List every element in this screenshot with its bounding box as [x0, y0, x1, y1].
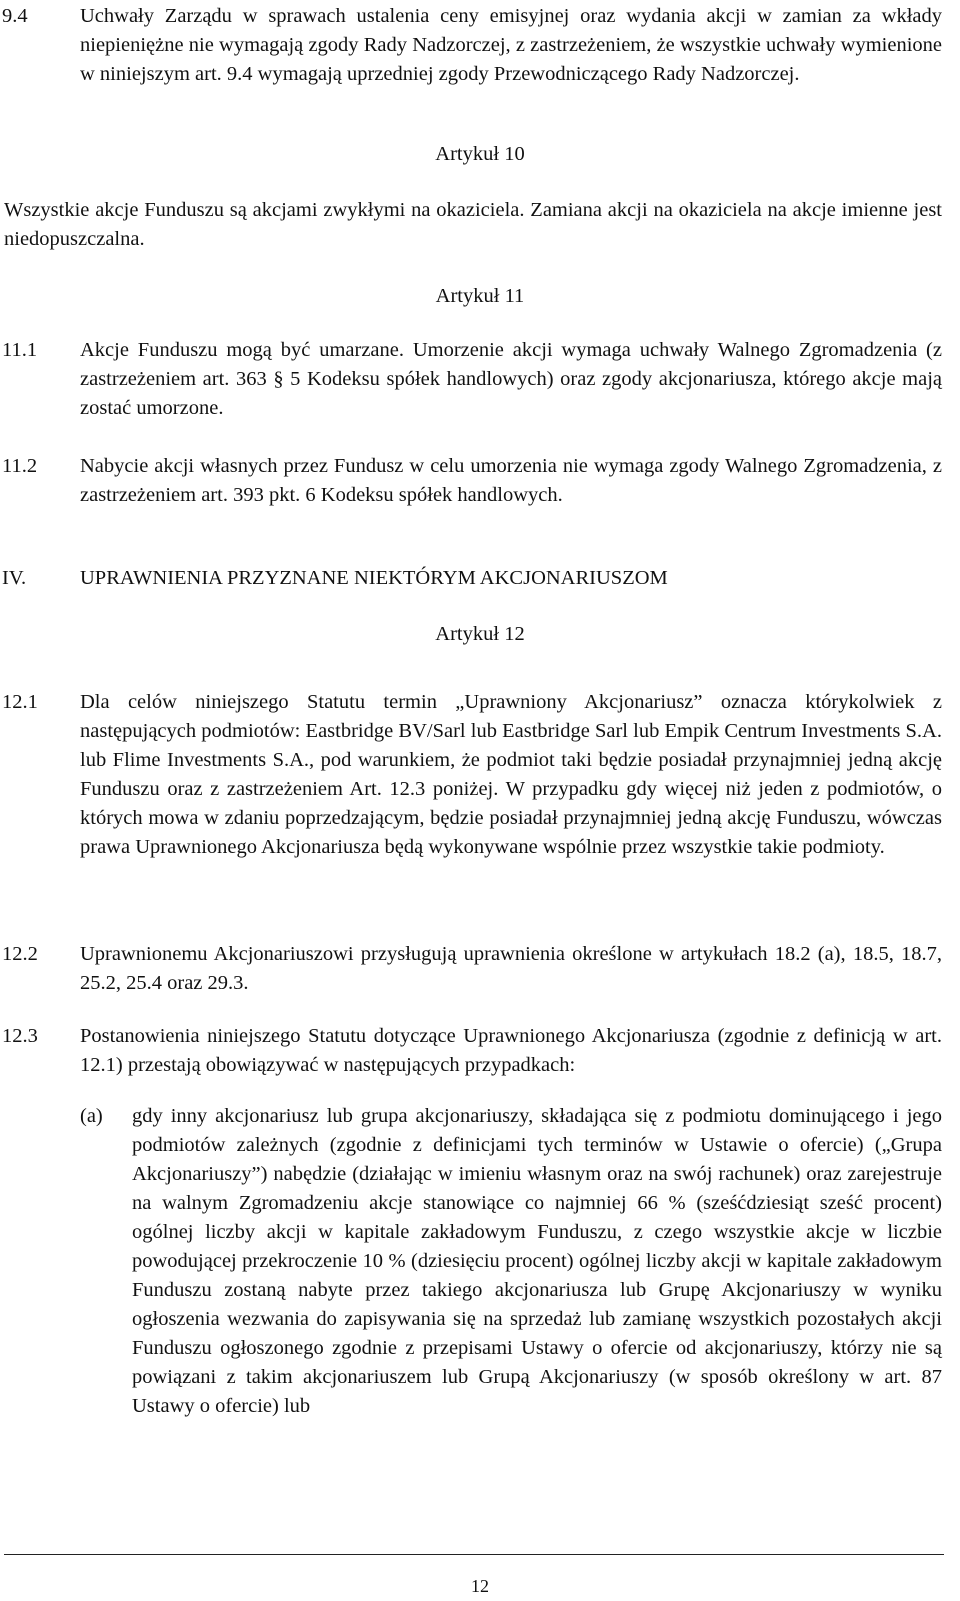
paragraph-12-3: [0, 1022, 960, 1080]
paragraph-number: 9.4: [2, 5, 28, 27]
subparagraph-a: [80, 1102, 942, 1421]
article-10-text: [0, 196, 960, 254]
paragraph-text: Uchwały Zarządu w sprawach ustalenia ceny emisyjnej oraz wydania akcji w zamian za wkłady niepieniężne nie wymagają zgody Rady Nadzorczej, z zastrzeżeniem, że wszystkie uchwały wymienione w niniejszym art. 9.4 wymagają uprzedniej zgody Przewodniczącego Rady Nadzorczej.: [80, 5, 942, 85]
paragraph-text: Wszystkie akcje Funduszu są akcjami zwykłymi na okaziciela. Zamiana akcji na okaziciela na akcje imienne jest niedopuszczalna.: [4, 199, 942, 250]
article-12-heading: Artykuł 12: [435, 623, 525, 645]
subparagraph-text: gdy inny akcjonariusz lub grupa akcjonariuszy, składająca się z podmiotu dominującego i jego podmiotów zależnych (zgodnie z definicjami tych terminów w Ustawie o ofercie) („Grupa Akcjonariuszy”) nabędzie (działając w imieniu własnym oraz na swój rachunek) oraz zarejestruje na walnym Zgromadzeniu akcje stanowiące co najmniej 66 % (sześćdziesiąt sześć procent) ogólnej liczby akcji w kapitale zakładowym Funduszu, z czego wszystkie akcje w liczbie powodującej przekroczenie 10 % (dziesięciu procent) ogólnej liczby akcji w kapitale zakładowym Funduszu zostaną nabyte przez takiego akcjonariusza lub Grupę Akcjonariuszy w wyniku ogłoszenia wezwania do zapisywania się na sprzedaż lub zamianę wszystkich pozostałych akcji Funduszu ogłoszonego zgodnie z przepisami Ustawy o ofercie od akcjonariuszy, którzy nie są powiązani z takim akcjonariuszem lub Grupą Akcjonariuszy (w sposób określony w art. 87 Ustawy o ofercie) lub: [132, 1105, 942, 1417]
page-number: 12: [471, 1576, 489, 1596]
footer-divider: [4, 1554, 944, 1555]
paragraph-text: Akcje Funduszu mogą być umarzane. Umorzenie akcji wymaga uchwały Walnego Zgromadzenia (z zastrzeżeniem art. 363 § 5 Kodeksu spółek handlowych) oraz zgody akcjonariusza, którego akcje mają zostać umorzone.: [80, 339, 942, 419]
subparagraph-letter: (a): [80, 1105, 103, 1127]
section-title: UPRAWNIENIA PRZYZNANE NIEKTÓRYM AKCJONARIUSZOM: [80, 567, 668, 589]
section-number: IV.: [2, 567, 27, 589]
paragraph-11-2: [0, 452, 960, 510]
paragraph-number: 12.2: [2, 943, 38, 965]
paragraph-text: Nabycie akcji własnych przez Fundusz w celu umorzenia nie wymaga zgody Walnego Zgromadzenia, z zastrzeżeniem art. 393 pkt. 6 Kodeksu spółek handlowych.: [80, 455, 942, 506]
paragraph-number: 12.1: [2, 691, 38, 713]
paragraph-number: 11.2: [2, 455, 38, 477]
article-11-heading: Artykuł 11: [435, 285, 525, 307]
paragraph-text: Dla celów niniejszego Statutu termin „Uprawniony Akcjonariusz” oznacza którykolwiek z następujących podmiotów: Eastbridge BV/Sarl lub Eastbridge Sarl lub Empik Centrum Investments S.A. lub Flime Investments S.A., pod warunkiem, że podmiot taki będzie posiadał przynajmniej jedną akcję Funduszu oraz z zastrzeżeniem Art. 12.3 poniżej. W przypadku gdy więcej niż jeden z podmiotów, o których mowa w zdaniu poprzedzającym, będzie posiadał przynajmniej jedną akcję Funduszu, wówczas prawa Uprawnionego Akcjonariusza będą wykonywane wspólnie przez wszystkie takie podmioty.: [80, 691, 942, 858]
section-iv-heading: [0, 564, 960, 593]
paragraph-9-4: [0, 2, 960, 89]
paragraph-12-1: [0, 688, 960, 862]
paragraph-11-1: [0, 336, 960, 423]
paragraph-text: Uprawnionemu Akcjonariuszowi przysługują uprawnienia określone w artykułach 18.2 (a), 18.5, 18.7, 25.2, 25.4 oraz 29.3.: [80, 943, 942, 994]
article-10-heading: Artykuł 10: [435, 143, 525, 165]
paragraph-12-2: [0, 940, 960, 998]
paragraph-text: Postanowienia niniejszego Statutu dotyczące Uprawnionego Akcjonariusza (zgodnie z definicją w art. 12.1) przestają obowiązywać w następujących przypadkach:: [80, 1025, 942, 1076]
paragraph-number: 11.1: [2, 339, 38, 361]
paragraph-number: 12.3: [2, 1025, 38, 1047]
